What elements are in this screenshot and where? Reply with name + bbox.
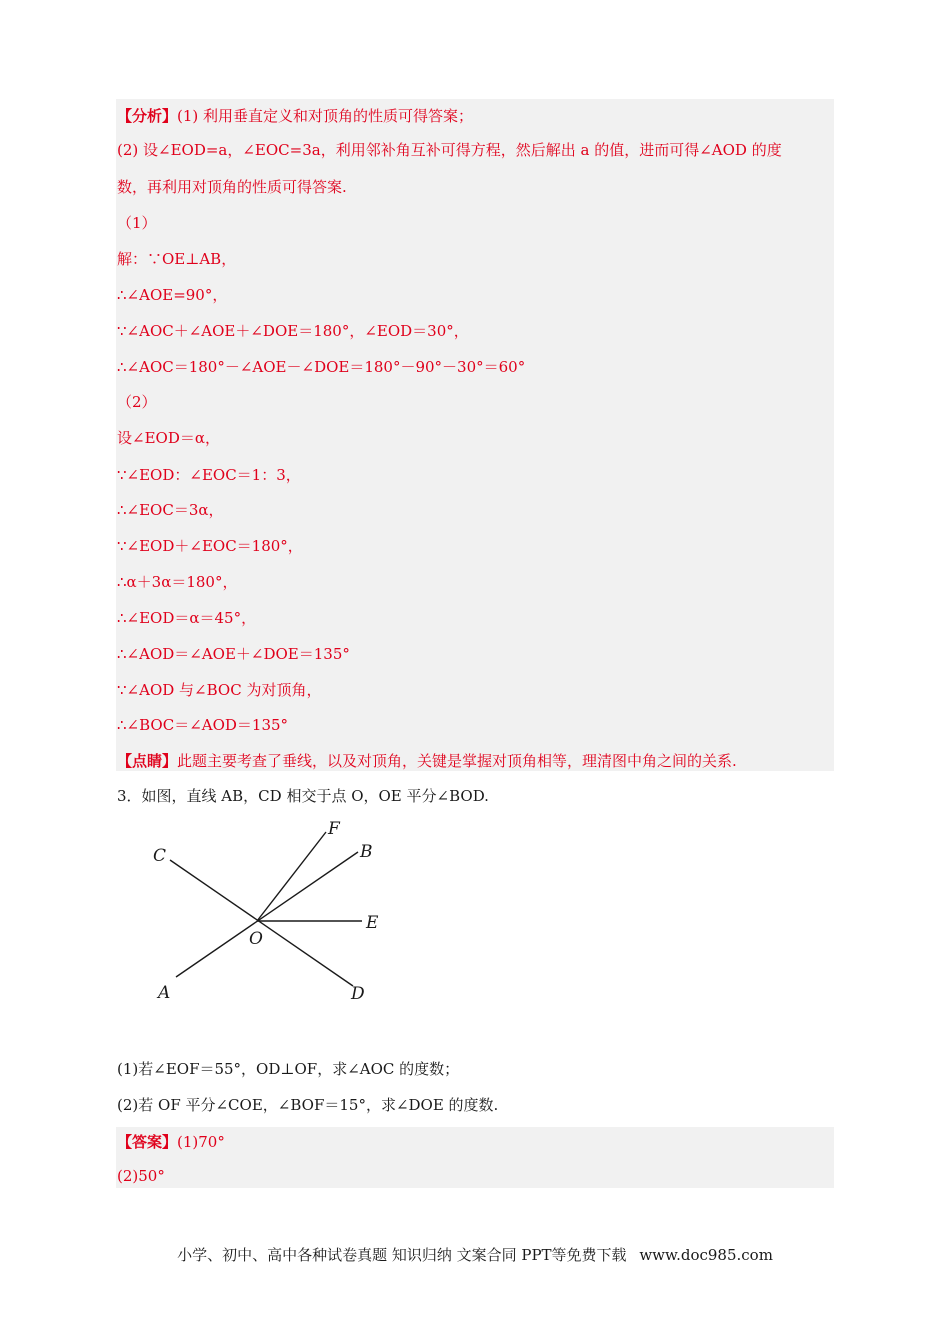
page-footer [0, 1244, 950, 1265]
line-ab [176, 852, 358, 977]
label-c: C [153, 846, 167, 866]
analysis-line-14: ∴α＋3α＝180°， [117, 573, 238, 591]
analysis-line-2: (2) 设∠EOD=a，∠EOC=3a，利用邻补角互补可得方程，然后解出 a 的值，进而可得∠AOD 的度 [117, 141, 782, 159]
analysis-line-17: ∵∠AOD 与∠BOC 为对顶角， [117, 681, 322, 699]
analysis-line-15: ∴∠EOD＝α＝45°， [117, 609, 257, 627]
answer-line-1: 【答案】(1)70° [117, 1133, 225, 1151]
analysis-line-1: 【分析】(1) 利用垂直定义和对顶角的性质可得答案； [117, 107, 474, 125]
question-part-2: (2)若 OF 平分∠COE，∠BOF＝15°，求∠DOE 的度数. [117, 1096, 499, 1114]
analysis-block [116, 99, 834, 771]
analysis-line-3: 数，再利用对顶角的性质可得答案. [117, 178, 347, 196]
question-part-1: (1)若∠EOF＝55°，OD⊥OF，求∠AOC 的度数； [117, 1060, 460, 1078]
analysis-line-11: ∵∠EOD：∠EOC＝1：3， [117, 466, 301, 484]
label-e: E [366, 913, 379, 933]
analysis-line-8: ∴∠AOC＝180°－∠AOE－∠DOE＝180°－90°－30°＝60° [117, 358, 526, 376]
geometry-figure [140, 810, 400, 1005]
analysis-line-5: 解：∵OE⊥AB， [117, 250, 237, 268]
footer-url[interactable]: www.doc985.com [639, 1246, 773, 1264]
analysis-line-9: （2） [117, 393, 157, 411]
analysis-line-7: ∵∠AOC＋∠AOE＋∠DOE＝180°，∠EOD＝30°， [117, 322, 469, 340]
footer-text: 小学、初中、高中各种试卷真题 知识归纳 文案合同 PPT等免费下载 [177, 1246, 627, 1264]
label-b: B [360, 842, 373, 862]
answer-line-2: (2)50° [117, 1167, 165, 1185]
analysis-line-16: ∴∠AOD＝∠AOE＋∠DOE＝135° [117, 645, 350, 663]
label-f: F [328, 819, 340, 839]
analysis-line-10: 设∠EOD＝α， [117, 429, 220, 447]
question-stem: 3．如图，直线 AB，CD 相交于点 O，OE 平分∠BOD. [117, 787, 489, 805]
label-d: D [351, 984, 365, 1004]
label-o: O [249, 929, 263, 949]
label-a: A [158, 983, 171, 1003]
analysis-line-12: ∴∠EOC＝3α， [117, 501, 224, 519]
analysis-line-19: 【点睛】此题主要考查了垂线，以及对顶角，关键是掌握对顶角相等，理清图中角之间的关系. [117, 752, 737, 770]
analysis-line-13: ∵∠EOD＋∠EOC＝180°， [117, 537, 303, 555]
ray-of [257, 832, 326, 921]
line-cd [170, 860, 353, 986]
analysis-line-18: ∴∠BOC＝∠AOD＝135° [117, 716, 289, 734]
analysis-line-6: ∴∠AOE=90°， [117, 286, 228, 304]
analysis-line-4: （1） [117, 214, 157, 232]
